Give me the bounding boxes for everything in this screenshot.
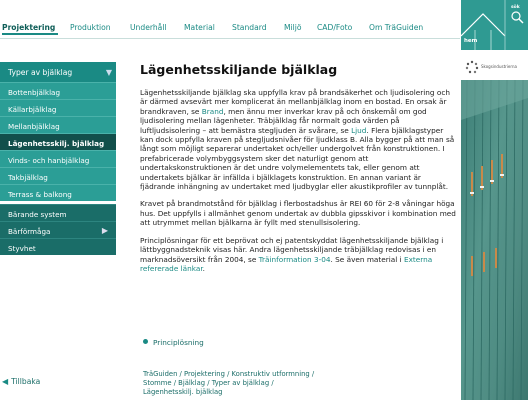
sidebar-list [0,82,116,201]
sidebar-item-bottenbjalklag[interactable]: Bottenbjälklag [0,82,116,99]
search-link[interactable]: sök [511,5,520,10]
facade-boards [461,80,528,400]
nav-standard[interactable]: Standard [232,23,267,32]
facade-photo [461,80,528,400]
sidebar-group [0,204,116,255]
logo-dots-icon [465,60,479,74]
fire-requirement-paragraph: Kravet på brandmotstånd för bjälklag i flerbostadshus är REI 60 för 2-8 våningar höga hus. Det uppfylls i allmänhet genom undertak av dubbla gipsskivor i kombination med att utrymmet mellan bjälkarna är fyllt med stenullsisolering. [140,199,456,228]
partner-logo [461,52,528,80]
chevron-right-icon: ▶ [101,226,108,235]
sidebar-item-vinds-hanbjalklag[interactable]: Vinds- och hanbjälklag [0,150,116,167]
sidebar-item-takbjalklag[interactable]: Takbjälklag [0,167,116,184]
sidebar-item-label: Bärförmåga [8,227,51,236]
nav-om-traguiden[interactable]: Om TräGuiden [369,23,424,32]
sidebar-item-barande-system[interactable] [0,204,116,221]
principlosning-label: Principlösning [153,338,204,347]
side-photo-panel [461,0,528,400]
active-nav-underline [2,33,58,35]
sidebar-item-label: Styvhet [8,244,36,253]
back-arrow-icon: ◀ [2,377,9,386]
nav-divider [0,38,460,39]
back-label: Tillbaka [11,377,41,386]
nav-produktion[interactable]: Produktion [70,23,111,32]
breadcrumb: TräGuiden / Projektering / Konstruktiv utformning / Stomme / Bjälklag / Typer av bjälklag / Lägenhetsskilj. bjälklag [143,370,315,396]
nav-projektering[interactable]: Projektering [2,23,56,32]
main-content [140,62,456,281]
sidebar-item-styvhet[interactable] [0,238,116,255]
back-link[interactable] [2,377,40,386]
sidebar-item-lagenhetsskilj[interactable]: Lägenhetsskilj. bjälklag [0,133,116,150]
bullet-icon [143,339,148,344]
sidebar-header-label: Typer av bjälklag [8,68,73,77]
sidebar-item-barformaga[interactable] [0,221,116,238]
home-link[interactable]: hem [464,38,478,44]
sidebar-header[interactable] [0,62,116,82]
brand-link[interactable]: Brand [201,106,224,116]
trainformation-link[interactable]: Träinformation 3-04 [258,254,331,264]
chevron-down-icon: ▼ [105,68,112,77]
top-navigation [0,0,460,38]
sidebar-item-label: Bärande system [8,210,67,219]
logo-text: Skogsindustrierna [481,64,517,69]
sidebar-item-terrass-balkong[interactable]: Terrass & balkong [0,184,116,201]
home-tile[interactable] [461,0,528,50]
search-icon[interactable] [510,10,524,24]
page-title: Lägenhetsskiljande bjälklag [140,62,338,77]
solutions-paragraph: Principlösningar för ett beprövat och ej patentskyddat lägenhetsskiljande bjälklag i lättbyggnadsteknik visas här. Andra lägenhetsskiljande träbjälklag redovisas i en marknadsöversikt från 2004, se Träinformation 3-04. Se även material i Externa refererade länkar. [140,235,444,273]
nav-material[interactable]: Material [184,23,215,32]
principlosning-link[interactable] [143,338,204,347]
nav-cad-foto[interactable]: CAD/Foto [317,23,353,32]
nav-miljo[interactable]: Miljö [284,23,302,32]
sidebar-item-mellanbjalklag[interactable]: Mellanbjälklag [0,116,116,133]
external-links-link[interactable]: Externa refererade länkar [140,254,433,273]
ljud-link[interactable]: Ljud [351,125,367,135]
intro-paragraph: Lägenhetsskiljande bjälklag ska uppfylla krav på brandsäkerhet och ljudisolering och är därmed avsevärt mer komplicerat än mellanbjälklag inom en bostad. En orsak är brandkraven, se Brand, men ännu mer inverkar krav på och önskemål om god ljudisolering mellan lägenheter. Träbjälklag får normalt goda värden på luftljudsisolering – att bemästra stegljuden är svårare, se Ljud. Flera bjälklagstyper kan dock uppfylla kraven på stegljudsnivåer för ljudklass B. Alla bygger på att man så långt som möjligt separerar undertaket och/eller undergolvet från konstruktionen. I prefabricerade volymbyggsystem sker det naturligt genom att undertakskonstruktionen är det undre volymelementets tak, eller genom att undertakets bjälkar är infällda i bjälklagets konstruktion. En annan variant är fjädrande inhängning av undertaket med ljudbyglar eller akustikprofiler av tunnplåt. [140,88,455,192]
sidebar-item-kallarbjalklag[interactable]: Källarbjälklag [0,99,116,116]
sidebar [0,62,116,255]
nav-underhall[interactable]: Underhåll [130,23,167,32]
